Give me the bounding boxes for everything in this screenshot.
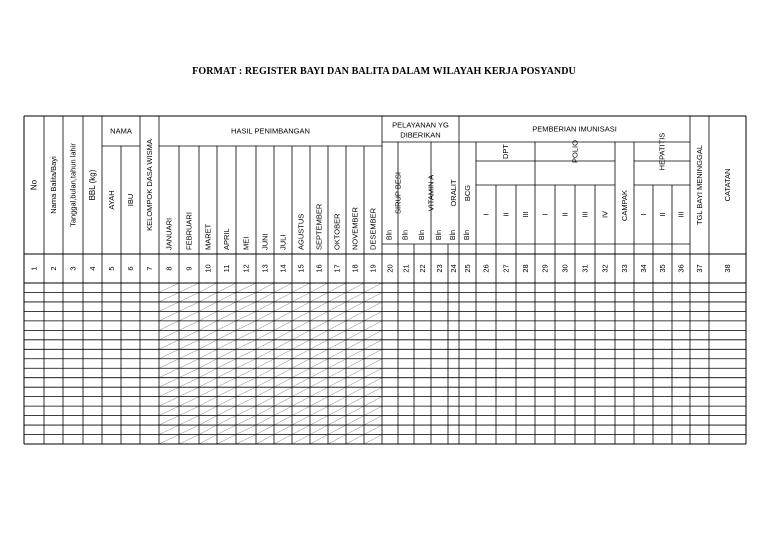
column-number: 30: [560, 264, 570, 273]
weighing-cell-diagonal: [256, 283, 274, 292]
weighing-cell-diagonal: [256, 321, 274, 330]
weighing-cell-diagonal: [346, 387, 364, 396]
header-month-5: MEI: [241, 236, 251, 250]
weighing-cell-diagonal: [236, 425, 256, 434]
weighing-cell-diagonal: [179, 397, 199, 406]
header-hasil-penimbangan: HASIL PENIMBANGAN: [231, 126, 310, 136]
weighing-cell-diagonal: [328, 368, 346, 377]
column-number: 21: [401, 264, 411, 273]
weighing-cell-diagonal: [179, 368, 199, 377]
weighing-cell-diagonal: [217, 435, 236, 444]
weighing-cell-diagonal: [346, 330, 364, 339]
weighing-cell-diagonal: [310, 302, 328, 311]
header-roman-numeral: I: [540, 213, 550, 216]
weighing-cell-diagonal: [159, 349, 179, 358]
weighing-cell-diagonal: [328, 359, 346, 368]
header-month-11: NOVEMBER: [350, 207, 360, 250]
weighing-cell-diagonal: [364, 321, 382, 330]
column-number: 16: [314, 264, 324, 273]
weighing-cell-diagonal: [346, 368, 364, 377]
weighing-cell-diagonal: [346, 349, 364, 358]
weighing-cell-diagonal: [217, 311, 236, 320]
weighing-cell-diagonal: [274, 340, 292, 349]
weighing-cell-diagonal: [328, 292, 346, 301]
weighing-cell-diagonal: [159, 416, 179, 425]
header-polio: POLIO: [570, 140, 580, 163]
weighing-cell-diagonal: [274, 321, 292, 330]
weighing-cell-diagonal: [274, 378, 292, 387]
weighing-cell-diagonal: [179, 359, 199, 368]
header-no: No: [29, 179, 39, 191]
weighing-cell-diagonal: [364, 340, 382, 349]
weighing-cell-diagonal: [159, 368, 179, 377]
weighing-cell-diagonal: [179, 292, 199, 301]
weighing-cell-diagonal: [179, 321, 199, 330]
weighing-cell-diagonal: [179, 378, 199, 387]
weighing-cell-diagonal: [199, 416, 217, 425]
weighing-cell-diagonal: [292, 359, 310, 368]
header-bcg: BCG: [463, 184, 472, 202]
column-number: 34: [639, 264, 648, 273]
weighing-cell-diagonal: [310, 359, 328, 368]
column-number: 9: [184, 266, 194, 271]
weighing-cell-diagonal: [292, 321, 310, 330]
header-sirup-besi: SIRUP BESI: [393, 172, 403, 214]
weighing-cell-diagonal: [292, 292, 310, 301]
weighing-cell-diagonal: [199, 302, 217, 311]
weighing-cell-diagonal: [310, 416, 328, 425]
weighing-cell-diagonal: [236, 330, 256, 339]
column-number: 29: [540, 264, 550, 273]
column-number: 8: [164, 266, 174, 271]
weighing-cell-diagonal: [346, 406, 364, 415]
header-roman-numeral: II: [560, 212, 570, 217]
weighing-cell-diagonal: [310, 330, 328, 339]
column-number: 22: [418, 264, 427, 273]
weighing-cell-diagonal: [256, 292, 274, 301]
weighing-cell-diagonal: [346, 283, 364, 292]
weighing-cell-diagonal: [236, 283, 256, 292]
weighing-cell-diagonal: [328, 349, 346, 358]
weighing-cell-diagonal: [217, 416, 236, 425]
weighing-cell-diagonal: [364, 378, 382, 387]
weighing-cell-diagonal: [310, 378, 328, 387]
column-number: 35: [658, 264, 667, 273]
weighing-cell-diagonal: [159, 321, 179, 330]
weighing-cell-diagonal: [328, 283, 346, 292]
header-bbl: BBL (kg): [88, 169, 97, 201]
weighing-cell-diagonal: [364, 311, 382, 320]
weighing-cell-diagonal: [199, 387, 217, 396]
weighing-cell-diagonal: [346, 416, 364, 425]
weighing-cell-diagonal: [292, 397, 310, 406]
weighing-cell-diagonal: [159, 311, 179, 320]
header-campak: CAMPAK: [620, 189, 629, 222]
column-number: 3: [68, 266, 78, 271]
weighing-cell-diagonal: [328, 406, 346, 415]
weighing-cell-diagonal: [236, 368, 256, 377]
weighing-cell-diagonal: [346, 340, 364, 349]
header-nama-bayi: Nama Balita/Bayi: [49, 156, 58, 214]
column-number: 31: [580, 264, 590, 273]
weighing-cell-diagonal: [217, 425, 236, 434]
header-roman-numeral: III: [676, 211, 686, 218]
weighing-cell-diagonal: [328, 397, 346, 406]
weighing-cell-diagonal: [274, 349, 292, 358]
column-number: 32: [600, 264, 610, 273]
weighing-cell-diagonal: [256, 311, 274, 320]
weighing-cell-diagonal: [199, 321, 217, 330]
weighing-cell-diagonal: [292, 378, 310, 387]
weighing-cell-diagonal: [256, 378, 274, 387]
weighing-cell-diagonal: [310, 311, 328, 320]
column-number: 37: [695, 264, 704, 273]
header-roman-numeral: IV: [600, 210, 610, 219]
weighing-cell-diagonal: [364, 359, 382, 368]
weighing-cell-diagonal: [236, 387, 256, 396]
weighing-cell-diagonal: [274, 406, 292, 415]
weighing-cell-diagonal: [274, 368, 292, 377]
weighing-cell-diagonal: [256, 406, 274, 415]
header-vitamin-a: VITAMIN A: [426, 174, 436, 212]
weighing-cell-diagonal: [328, 302, 346, 311]
weighing-cell-diagonal: [179, 387, 199, 396]
header-roman-numeral: III: [580, 211, 590, 218]
header-bln: Bln: [386, 229, 394, 241]
weighing-cell-diagonal: [159, 292, 179, 301]
column-number: 5: [107, 266, 116, 271]
weighing-cell-diagonal: [310, 425, 328, 434]
weighing-cell-diagonal: [328, 387, 346, 396]
weighing-cell-diagonal: [274, 330, 292, 339]
weighing-cell-diagonal: [217, 302, 236, 311]
weighing-cell-diagonal: [179, 340, 199, 349]
column-number: 10: [203, 264, 213, 273]
weighing-cell-diagonal: [310, 435, 328, 444]
weighing-cell-diagonal: [179, 311, 199, 320]
column-number: 7: [145, 266, 154, 271]
header-month-1: JANUARI: [164, 217, 174, 250]
weighing-cell-diagonal: [310, 397, 328, 406]
column-number: 36: [676, 264, 686, 273]
weighing-cell-diagonal: [179, 330, 199, 339]
column-number: 25: [463, 264, 472, 273]
weighing-cell-diagonal: [199, 368, 217, 377]
weighing-cell-diagonal: [236, 340, 256, 349]
weighing-cell-diagonal: [217, 359, 236, 368]
header-bln: Bln: [419, 229, 426, 241]
weighing-cell-diagonal: [274, 387, 292, 396]
weighing-cell-diagonal: [159, 283, 179, 292]
weighing-cell-diagonal: [328, 435, 346, 444]
document-title: FORMAT : REGISTER BAYI DAN BALITA DALAM WILAYAH KERJA POSYANDU: [192, 66, 576, 77]
weighing-cell-diagonal: [346, 378, 364, 387]
header-catatan: CATATAN: [723, 168, 732, 202]
weighing-cell-diagonal: [236, 378, 256, 387]
weighing-cell-diagonal: [364, 416, 382, 425]
header-month-12: DESEMBER: [368, 207, 378, 250]
header-pemberian-imunisasi: PEMBERIAN IMUNISASI: [532, 124, 617, 134]
header-roman-numeral: III: [521, 211, 530, 218]
weighing-cell-diagonal: [179, 435, 199, 444]
header-oralit: ORALIT: [449, 179, 458, 207]
weighing-cell-diagonal: [236, 359, 256, 368]
weighing-cell-diagonal: [310, 340, 328, 349]
header-roman-numeral: II: [501, 212, 511, 217]
header-month-3: MARET: [203, 223, 213, 250]
weighing-cell-diagonal: [217, 378, 236, 387]
weighing-cell-diagonal: [274, 425, 292, 434]
weighing-cell-diagonal: [328, 378, 346, 387]
weighing-cell-diagonal: [199, 311, 217, 320]
weighing-cell-diagonal: [364, 292, 382, 301]
weighing-cell-diagonal: [159, 302, 179, 311]
weighing-cell-diagonal: [274, 435, 292, 444]
weighing-cell-diagonal: [274, 283, 292, 292]
weighing-cell-diagonal: [274, 397, 292, 406]
weighing-cell-diagonal: [179, 416, 199, 425]
column-number: 18: [350, 264, 360, 273]
weighing-cell-diagonal: [346, 435, 364, 444]
header-pelayanan-line2: DIBERIKAN: [400, 130, 441, 140]
header-hepatitis: HEPATITIS: [657, 132, 667, 171]
column-number: 33: [620, 264, 629, 273]
weighing-cell-diagonal: [256, 359, 274, 368]
weighing-cell-diagonal: [364, 283, 382, 292]
weighing-cell-diagonal: [328, 425, 346, 434]
weighing-cell-diagonal: [159, 340, 179, 349]
weighing-cell-diagonal: [217, 340, 236, 349]
weighing-cell-diagonal: [199, 330, 217, 339]
weighing-cell-diagonal: [236, 321, 256, 330]
weighing-cell-diagonal: [179, 283, 199, 292]
header-month-7: JULI: [278, 234, 288, 250]
weighing-cell-diagonal: [236, 349, 256, 358]
weighing-cell-diagonal: [159, 359, 179, 368]
weighing-cell-diagonal: [179, 425, 199, 434]
weighing-cell-diagonal: [328, 321, 346, 330]
weighing-cell-diagonal: [159, 435, 179, 444]
header-roman-numeral: I: [639, 213, 648, 216]
weighing-cell-diagonal: [217, 349, 236, 358]
column-number: 24: [449, 264, 458, 273]
weighing-cell-diagonal: [199, 349, 217, 358]
weighing-cell-diagonal: [256, 349, 274, 358]
column-number: 13: [260, 264, 270, 273]
column-number: 17: [332, 264, 342, 273]
weighing-cell-diagonal: [274, 359, 292, 368]
weighing-cell-diagonal: [346, 321, 364, 330]
weighing-cell-diagonal: [199, 340, 217, 349]
weighing-cell-diagonal: [199, 435, 217, 444]
column-number: 11: [222, 264, 231, 273]
weighing-cell-diagonal: [364, 387, 382, 396]
weighing-cell-diagonal: [217, 292, 236, 301]
weighing-cell-diagonal: [364, 406, 382, 415]
weighing-cell-diagonal: [159, 406, 179, 415]
header-roman-numeral: II: [658, 212, 667, 217]
weighing-cell-diagonal: [364, 330, 382, 339]
header-roman-numeral: I: [481, 213, 491, 216]
weighing-cell-diagonal: [310, 406, 328, 415]
weighing-cell-diagonal: [256, 368, 274, 377]
weighing-cell-diagonal: [292, 302, 310, 311]
column-number: 4: [88, 266, 97, 271]
header-kelompok: KELOMPOK DASA WISMA: [145, 139, 154, 231]
column-number: 2: [49, 266, 58, 271]
weighing-cell-diagonal: [217, 368, 236, 377]
weighing-cell-diagonal: [310, 292, 328, 301]
weighing-cell-diagonal: [292, 349, 310, 358]
weighing-cell-diagonal: [199, 292, 217, 301]
column-number: 27: [501, 264, 511, 273]
weighing-cell-diagonal: [292, 435, 310, 444]
weighing-cell-diagonal: [199, 425, 217, 434]
weighing-cell-diagonal: [364, 397, 382, 406]
weighing-cell-diagonal: [310, 321, 328, 330]
header-ayah: AYAH: [107, 190, 116, 210]
weighing-cell-diagonal: [328, 330, 346, 339]
weighing-cell-diagonal: [274, 416, 292, 425]
column-number: 14: [278, 264, 288, 273]
weighing-cell-diagonal: [179, 302, 199, 311]
weighing-cell-diagonal: [328, 340, 346, 349]
weighing-cell-diagonal: [292, 416, 310, 425]
weighing-cell-diagonal: [346, 292, 364, 301]
weighing-cell-diagonal: [236, 435, 256, 444]
header-bln: Bln: [450, 229, 457, 241]
weighing-cell-diagonal: [256, 416, 274, 425]
header-nama: NAMA: [110, 126, 132, 136]
weighing-cell-diagonal: [310, 349, 328, 358]
weighing-cell-diagonal: [199, 378, 217, 387]
weighing-cell-diagonal: [159, 425, 179, 434]
header-tgl-meninggal: TGL BAYI MENINGGAL: [695, 144, 704, 226]
column-number: 20: [385, 264, 395, 273]
weighing-cell-diagonal: [256, 397, 274, 406]
weighing-cell-diagonal: [346, 359, 364, 368]
header-month-9: SEPTEMBER: [314, 203, 324, 250]
column-number: 15: [296, 264, 306, 273]
weighing-cell-diagonal: [236, 311, 256, 320]
weighing-cell-diagonal: [292, 368, 310, 377]
column-number: 38: [723, 264, 732, 273]
header-pelayanan-line1: PELAYANAN YG: [392, 120, 449, 130]
header-ibu: IBU: [126, 193, 135, 207]
weighing-cell-diagonal: [256, 425, 274, 434]
weighing-cell-diagonal: [217, 387, 236, 396]
header-bln: Bln: [402, 229, 410, 241]
header-month-2: FEBRUARI: [184, 212, 194, 250]
weighing-cell-diagonal: [346, 311, 364, 320]
weighing-cell-diagonal: [328, 311, 346, 320]
weighing-cell-diagonal: [217, 283, 236, 292]
column-number: 28: [521, 264, 530, 273]
weighing-cell-diagonal: [292, 406, 310, 415]
weighing-cell-diagonal: [236, 397, 256, 406]
weighing-cell-diagonal: [199, 283, 217, 292]
weighing-cell-diagonal: [256, 330, 274, 339]
weighing-cell-diagonal: [217, 397, 236, 406]
weighing-cell-diagonal: [236, 302, 256, 311]
weighing-cell-diagonal: [292, 387, 310, 396]
column-number: 1: [29, 266, 39, 271]
weighing-cell-diagonal: [236, 292, 256, 301]
header-month-4: APRIL: [222, 228, 231, 250]
weighing-cell-diagonal: [364, 425, 382, 434]
weighing-cell-diagonal: [199, 406, 217, 415]
weighing-cell-diagonal: [292, 425, 310, 434]
weighing-cell-diagonal: [346, 302, 364, 311]
column-number: 6: [126, 266, 135, 271]
weighing-cell-diagonal: [346, 397, 364, 406]
header-month-10: OKTOBER: [332, 213, 342, 250]
weighing-cell-diagonal: [310, 283, 328, 292]
header-month-6: JUNI: [260, 233, 270, 250]
header-bln: Bln: [436, 229, 443, 241]
weighing-cell-diagonal: [292, 283, 310, 292]
weighing-cell-diagonal: [364, 435, 382, 444]
weighing-cell-diagonal: [159, 378, 179, 387]
header-bln: Bln: [464, 229, 471, 241]
weighing-cell-diagonal: [292, 330, 310, 339]
weighing-cell-diagonal: [364, 368, 382, 377]
header-tanggal-lahir: Tanggal,bulan,tahun lahir: [68, 143, 78, 227]
weighing-cell-diagonal: [159, 397, 179, 406]
weighing-cell-diagonal: [274, 292, 292, 301]
weighing-cell-diagonal: [256, 435, 274, 444]
column-number: 23: [435, 264, 444, 273]
weighing-cell-diagonal: [328, 416, 346, 425]
weighing-cell-diagonal: [217, 330, 236, 339]
weighing-cell-diagonal: [179, 406, 199, 415]
column-number: 26: [481, 264, 491, 273]
weighing-cell-diagonal: [346, 425, 364, 434]
column-number: 19: [368, 264, 378, 273]
column-number: 12: [241, 264, 251, 273]
weighing-cell-diagonal: [274, 302, 292, 311]
weighing-cell-diagonal: [364, 302, 382, 311]
weighing-cell-diagonal: [159, 387, 179, 396]
weighing-cell-diagonal: [292, 340, 310, 349]
weighing-cell-diagonal: [256, 340, 274, 349]
weighing-cell-diagonal: [199, 397, 217, 406]
weighing-cell-diagonal: [256, 302, 274, 311]
weighing-cell-diagonal: [217, 406, 236, 415]
weighing-cell-diagonal: [256, 387, 274, 396]
weighing-cell-diagonal: [274, 311, 292, 320]
weighing-cell-diagonal: [217, 321, 236, 330]
weighing-cell-diagonal: [292, 311, 310, 320]
weighing-cell-diagonal: [199, 359, 217, 368]
weighing-cell-diagonal: [310, 387, 328, 396]
weighing-cell-diagonal: [236, 416, 256, 425]
header-dpt: DPT: [501, 144, 510, 159]
weighing-cell-diagonal: [159, 330, 179, 339]
weighing-cell-diagonal: [310, 368, 328, 377]
weighing-cell-diagonal: [364, 349, 382, 358]
weighing-cell-diagonal: [236, 406, 256, 415]
header-month-8: AGUSTUS: [296, 213, 306, 250]
weighing-cell-diagonal: [179, 349, 199, 358]
